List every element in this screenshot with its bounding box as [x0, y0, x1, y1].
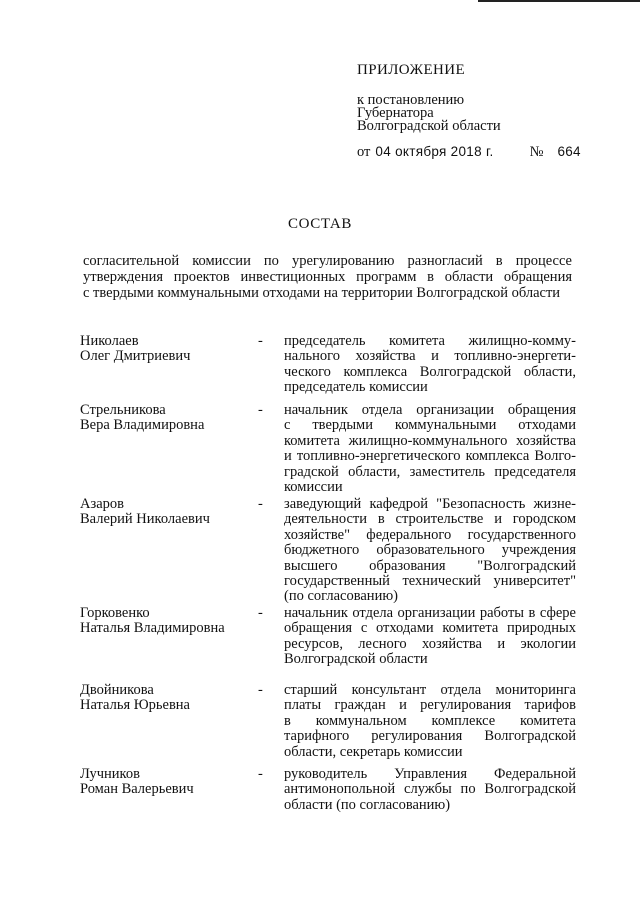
member-role — [284, 334, 576, 396]
date-from-label: от — [357, 144, 371, 160]
role-line: начальник отдела организации работы в сфере — [284, 605, 576, 621]
document-heading: СОСТАВ — [288, 216, 352, 232]
subtitle-line: согласительной комиссии по урегулированию разногласий в процессе — [83, 253, 572, 269]
member-dash: - — [258, 766, 263, 782]
member-name — [80, 606, 250, 637]
member-dash: - — [258, 333, 263, 349]
role-line: бюджетного образовательного учреждения — [284, 542, 576, 559]
document-subtitle — [83, 253, 572, 301]
member-given-name: Наталья Юрьевна — [80, 697, 190, 714]
member-role — [284, 683, 576, 760]
role-line: старший консультант отдела мониторинга — [284, 682, 576, 698]
member-surname: Горковенко — [80, 605, 150, 621]
role-line: тарифного регулирования Волгоградской — [284, 728, 576, 745]
number-label: № — [529, 144, 544, 160]
member-name — [80, 334, 250, 365]
role-line: с твердыми коммунальными отходами — [284, 417, 576, 434]
member-role — [284, 767, 576, 813]
appendix-line-3: Волгоградской области — [357, 118, 501, 134]
role-line: руководитель Управления Федеральной — [284, 766, 576, 782]
role-line: области, секретарь комиссии — [284, 743, 463, 760]
role-line: комитета жилищно-коммунального хозяйства — [284, 432, 576, 449]
role-line: председатель комиссии — [284, 379, 428, 396]
role-line: области (по согласованию) — [284, 796, 451, 813]
member-dash: - — [258, 402, 263, 418]
role-line: платы граждан и регулирования тарифов — [284, 697, 576, 714]
role-line: (по согласованию) — [284, 588, 398, 605]
member-role — [284, 497, 576, 605]
appendix-line-1: к постановлению — [357, 92, 465, 108]
member-given-name: Роман Валерьевич — [80, 781, 194, 798]
member-surname: Лучников — [80, 766, 140, 782]
role-line: заведующий кафедрой "Безопасность жизне- — [284, 496, 576, 512]
member-name — [80, 403, 250, 434]
role-line: Волгоградской области — [284, 651, 428, 668]
role-line: начальник отдела организации обращения — [284, 402, 576, 418]
member-name — [80, 683, 250, 714]
date-value: 04 октября 2018 г. — [375, 144, 494, 159]
member-given-name: Олег Дмитриевич — [80, 348, 191, 365]
role-line: градской области, заместитель председателя — [284, 463, 576, 480]
role-line: хозяйстве" федерального государственного — [284, 526, 576, 543]
member-given-name: Вера Владимировна — [80, 417, 205, 434]
role-line: обращения с отходами комитета природных — [284, 620, 576, 637]
member-dash: - — [258, 682, 263, 698]
member-surname: Стрельникова — [80, 402, 166, 418]
role-line: в коммунальном комплексе комитета — [284, 712, 576, 729]
member-dash: - — [258, 496, 263, 512]
member-given-name: Наталья Владимировна — [80, 620, 225, 637]
role-line: комиссии — [284, 479, 343, 496]
member-surname: Николаев — [80, 333, 139, 349]
role-line: нального хозяйства и топливно-энергети- — [284, 348, 576, 365]
role-line: антимонопольной службы по Волгоградской — [284, 781, 576, 798]
appendix-date-line — [357, 144, 587, 160]
top-edge-line — [478, 0, 640, 2]
member-surname: Двойникова — [80, 682, 154, 698]
role-line: государственный технический университет" — [284, 573, 576, 590]
member-name — [80, 497, 250, 528]
subtitle-line: утверждения проектов инвестиционных программ в области обращения — [83, 269, 572, 285]
number-value: 664 — [557, 144, 581, 159]
role-line: ческого комплекса Волгоградской области, — [284, 363, 576, 380]
appendix-title: ПРИЛОЖЕНИЕ — [357, 62, 466, 78]
appendix-line-2: Губернатора — [357, 105, 434, 121]
role-line: деятельности в строительстве и городском — [284, 511, 576, 528]
subtitle-line: с твердыми коммунальными отходами на территории Волгоградской области — [83, 285, 561, 301]
member-given-name: Валерий Николаевич — [80, 511, 210, 528]
member-surname: Азаров — [80, 496, 124, 512]
member-dash: - — [258, 605, 263, 621]
role-line: высшего образования "Волгоградский — [284, 557, 576, 574]
role-line: ресурсов, лесного хозяйства и экологии — [284, 635, 576, 652]
role-line: председатель комитета жилищно-комму- — [284, 333, 576, 349]
member-role — [284, 403, 576, 495]
role-line: и топливно-энергетического комплекса Волго- — [284, 448, 576, 465]
member-name — [80, 767, 250, 798]
member-role — [284, 606, 576, 668]
